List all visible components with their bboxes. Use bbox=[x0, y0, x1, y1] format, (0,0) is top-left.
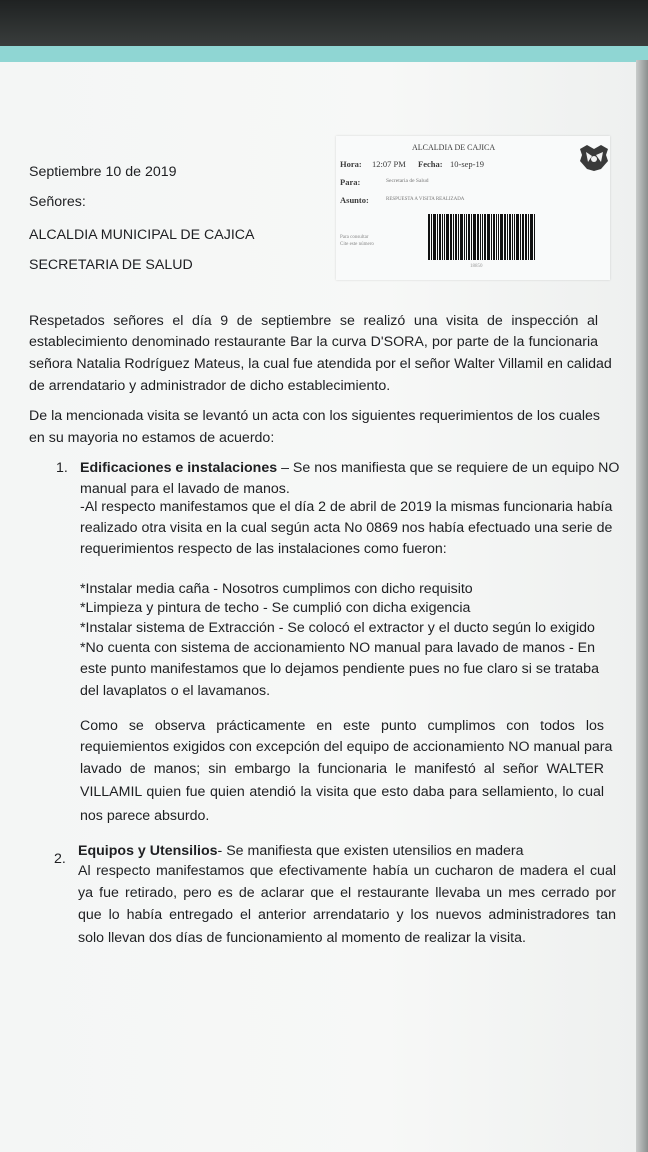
stamp-asunto-label: Asunto: bbox=[340, 195, 369, 205]
intro-line-3: señora Natalia Rodríguez Mateus, la cual fue atendida por el señor Walter Villamil en calidad bbox=[29, 356, 612, 372]
acta-line-1: De la mencionada visita se levantó un acta con los siguientes requerimientos de los cuales bbox=[29, 408, 600, 424]
letter-date: Septiembre 10 de 2019 bbox=[29, 164, 177, 180]
acta-line-2: en su mayoria no estamos de acuerdo: bbox=[29, 430, 275, 446]
stamp-consult-2: Cite este número bbox=[340, 242, 374, 247]
stamp-consult-1: Para consultar bbox=[340, 235, 369, 240]
item-1-title-rest: – Se nos manifiesta que se requiere de un equipo NO bbox=[277, 460, 620, 476]
observation-line-2: requiemientos exigidos con excepción del equipo de accionamiento NO manual para bbox=[80, 739, 613, 755]
intro-line-1: Respetados señores el día 9 de septiembre se realizó una visita de inspección al bbox=[29, 313, 598, 329]
stamp-fecha-value: 10-sep-19 bbox=[450, 159, 484, 169]
bullet-1: *Instalar media caña - Nosotros cumplimos con dicho requisito bbox=[80, 581, 473, 597]
bullet-4: *No cuenta con sistema de accionamiento NO manual para lavado de manos - En bbox=[80, 640, 595, 656]
municipal-emblem-icon bbox=[577, 143, 611, 173]
item-2-number: 2. bbox=[54, 851, 66, 867]
item-1-number: 1. bbox=[56, 460, 68, 476]
stamp-barcode-number: 18850 bbox=[470, 264, 483, 269]
stamp-hora-label: Hora: bbox=[340, 159, 362, 169]
item-2-title: Equipos y Utensilios bbox=[78, 843, 218, 859]
bullet-2: *Limpieza y pintura de techo - Se cumplió con dicha exigencia bbox=[80, 600, 471, 616]
observation-line-5: nos parece absurdo. bbox=[80, 808, 210, 824]
item-1-resp-line-1: -Al respecto manifestamos que el día 2 de abril de 2019 la mismas funcionaria había bbox=[80, 499, 613, 515]
bullet-4-cont-2: del lavaplatos o el lavamanos. bbox=[80, 683, 271, 699]
intro-line-2: establecimiento denominado restaurante Bar la curva D'SORA, por parte de la funcionaria bbox=[29, 334, 598, 350]
item-1-title: Edificaciones e instalaciones bbox=[80, 460, 278, 476]
stamp-para-label: Para: bbox=[340, 177, 361, 187]
stamp-barcode bbox=[428, 214, 558, 260]
observation-line-3: lavado de manos; sin embargo la funcionaria le manifestó al señor WALTER bbox=[80, 761, 604, 777]
item-2-resp-line-4: solo llevan dos días de funcionamiento al momento de realizar la visita. bbox=[78, 930, 526, 946]
item-1-heading bbox=[80, 460, 619, 476]
observation-line-1: Como se observa prácticamente en este punto cumplimos con todos los bbox=[80, 718, 604, 734]
bullet-3: *Instalar sistema de Extracción - Se colocó el extractor y el ducto según lo exigido bbox=[80, 620, 595, 636]
recipient-line-1: ALCALDIA MUNICIPAL DE CAJICA bbox=[29, 227, 255, 243]
item-2-title-rest: - Se manifiesta que existen utensilios en madera bbox=[217, 843, 524, 859]
stamp-title: ALCALDIA DE CAJICA bbox=[412, 143, 496, 152]
recipient-line-2: SECRETARIA DE SALUD bbox=[29, 257, 193, 273]
stamp-asunto-value: RESPUESTA A VISITA REALIZADA bbox=[386, 197, 465, 202]
observation-line-4: VILLAMIL quien fue quien atendió la visita que esto daba para sellamiento, lo cual bbox=[80, 784, 604, 800]
salutation: Señores: bbox=[29, 194, 86, 210]
stamp-hora-value: 12:07 PM bbox=[372, 159, 406, 169]
stamp-para-value: Secretaria de Salud bbox=[386, 178, 429, 184]
stamp-fecha-label: Fecha: bbox=[418, 159, 443, 169]
item-2-heading bbox=[78, 843, 524, 859]
intro-line-4: de arrendatario y administrador de dicho establecimiento. bbox=[29, 378, 391, 394]
item-2-resp-line-1: Al respecto manifestamos que efectivamente había un cucharon de madera el cual bbox=[78, 863, 616, 879]
item-2-resp-line-3: que lo había entregado el anterior arrendatario y los nuevos administradores tan bbox=[78, 907, 616, 923]
item-1-line-2: manual para el lavado de manos. bbox=[80, 481, 290, 497]
item-2-resp-line-2: ya fue retirado, pero es de aclarar que el restaurante llevaba un mes cerrado por bbox=[78, 885, 616, 901]
bullet-4-cont-1: este punto manifestamos que lo dejamos pendiente pues no fue claro si se trataba bbox=[80, 661, 599, 677]
item-1-resp-line-2: realizado otra visita en la cual según acta No 0869 nos había efectuado una serie de bbox=[80, 520, 613, 536]
item-1-resp-line-3: requerimientos respecto de las instalaciones como fueron: bbox=[80, 541, 447, 557]
